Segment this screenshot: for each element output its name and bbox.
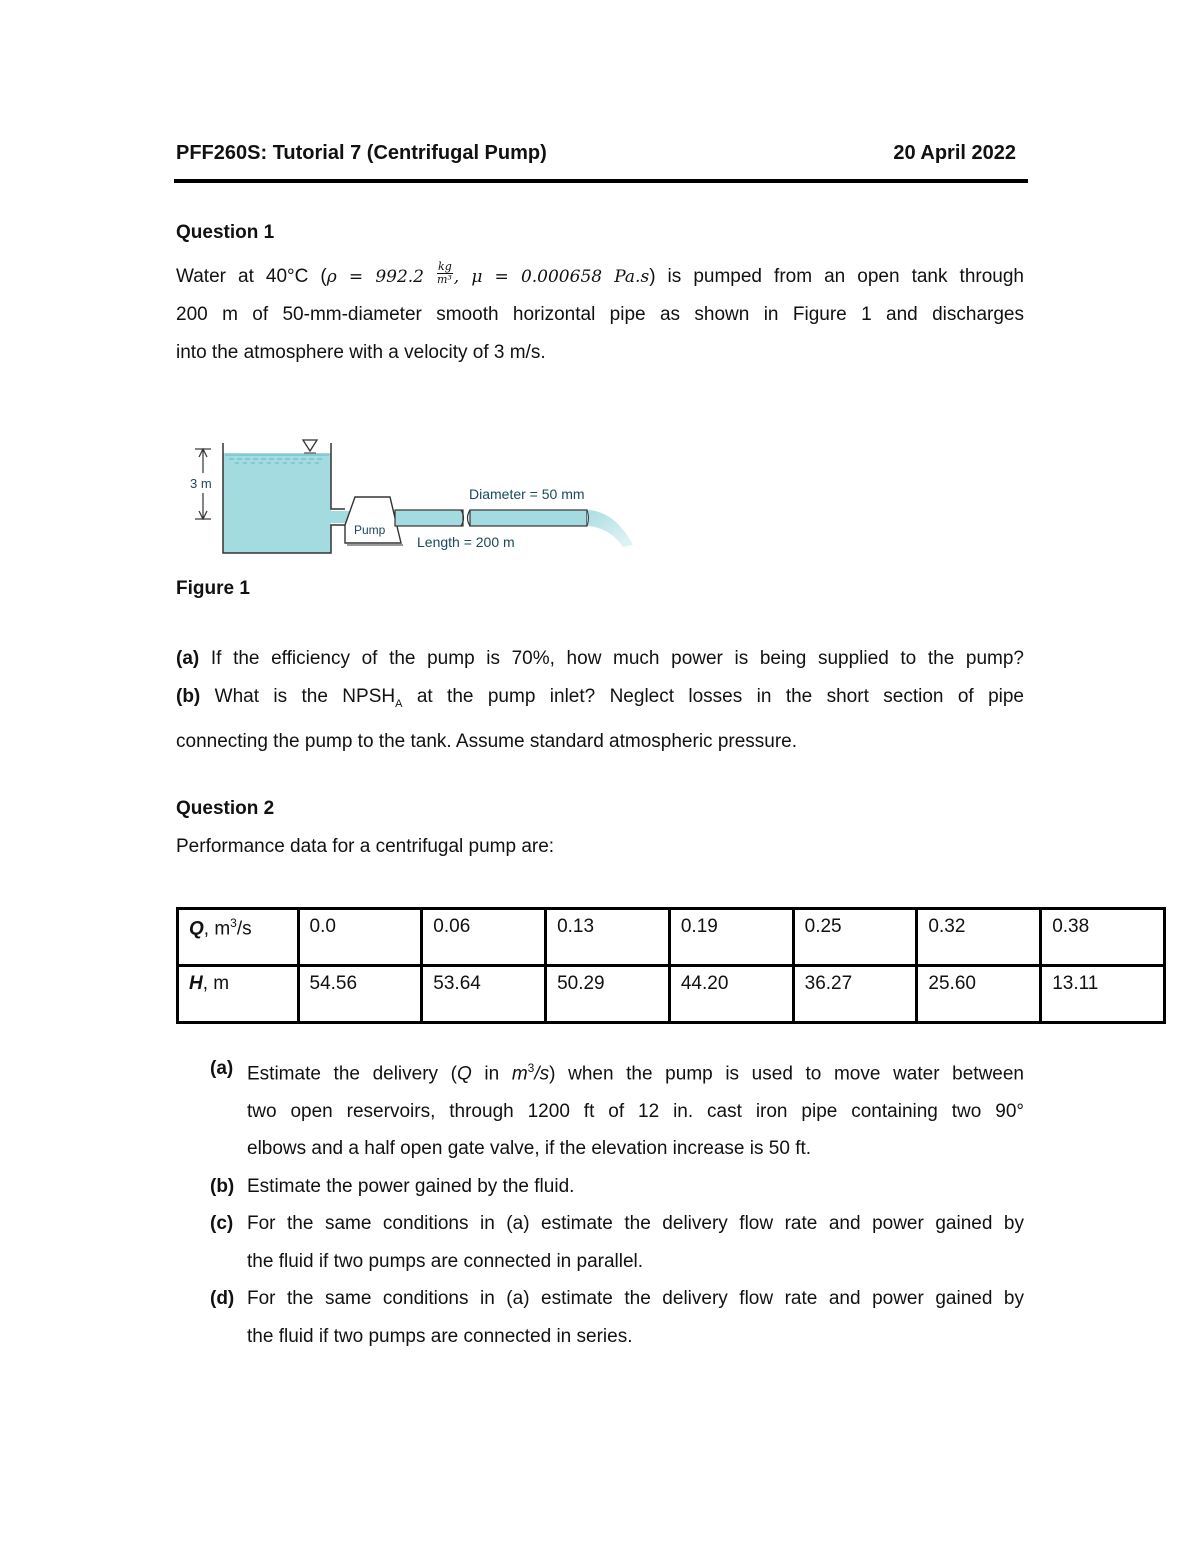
- table-row-h: [178, 966, 1165, 1023]
- pump-label: Pump: [354, 523, 386, 537]
- question-2-parts: [210, 1050, 1024, 1355]
- table-cell: 0.32: [917, 909, 1041, 966]
- tank-water: [223, 453, 331, 553]
- table-cell: 25.60: [917, 966, 1041, 1023]
- document-title: PFF260S: Tutorial 7 (Centrifugal Pump): [176, 142, 547, 164]
- q1-line-3: into the atmosphere with a velocity of 3 m/s.: [176, 342, 546, 363]
- table-cell: 0.13: [546, 909, 670, 966]
- table-cell: 44.20: [669, 966, 793, 1023]
- q2-part-b: (b) Estimate the power gained by the fluid.: [210, 1175, 575, 1197]
- free-surface-symbol: [303, 440, 317, 451]
- table-cell: 54.56: [298, 966, 422, 1023]
- table-cell: 50.29: [546, 966, 670, 1023]
- discharge-pipe-2: [470, 510, 587, 526]
- table-cell: 0.25: [793, 909, 917, 966]
- q2-part-c: (c) For the same conditions in (a) estimate the delivery flow rate and power gained by the fluid if two pumps are connected in parallel.: [210, 1213, 1024, 1272]
- table-row-q: [178, 909, 1165, 966]
- table-cell: 0.19: [669, 909, 793, 966]
- question-2-intro: Performance data for a centrifugal pump are:: [176, 836, 555, 857]
- question-1-parts: [176, 640, 1024, 761]
- figure-caption: Figure 1: [176, 578, 250, 599]
- question-1-text: [176, 258, 1024, 372]
- q1-part-a: (a) If the efficiency of the pump is 70%, how much power is being supplied to the pump?: [176, 648, 1024, 669]
- row-header-h: H, m: [178, 966, 299, 1023]
- q1-line-1: Water at 40°C (ρ = 992.2 $\frac{kg}{\text{m³}}$ , μ = 0.000658 Pa.s) is pumped from an open tank through: [176, 260, 1024, 287]
- table-cell: 53.64: [422, 966, 546, 1023]
- discharge-jet: [587, 510, 633, 547]
- q1-line-2: 200 m of 50-mm-diameter smooth horizontal pipe as shown in Figure 1 and discharges: [176, 304, 1024, 325]
- row-header-q: Q, $m^3/s$: [178, 909, 299, 966]
- density-unit-fraction: $\frac{kg}{\text{m³}}$: [437, 260, 452, 287]
- table-cell: 0.06: [422, 909, 546, 966]
- q1-part-b: (b) What is the $NPSH_A$ at the pump inlet? Neglect losses in the short section of pipe: [176, 686, 1024, 710]
- length-label: Length = 200 m: [417, 534, 515, 550]
- table-cell: 0.38: [1041, 909, 1165, 966]
- header-rule: [174, 179, 1028, 183]
- discharge-pipe-1: [395, 510, 463, 526]
- q2-part-a: (a) Estimate the delivery (Q in $m^3/s$) when the pump is used to move water between two open reservoirs, through 1200 ft of 12 in. cast iron pipe containing two 90° elbows and a half open gate valve, if the elevation increase is 50 ft.: [210, 1058, 1024, 1160]
- table-cell: 36.27: [793, 966, 917, 1023]
- q1-part-b-continued: connecting the pump to the tank. Assume standard atmospheric pressure.: [176, 730, 798, 752]
- diameter-label: Diameter = 50 mm: [469, 486, 585, 502]
- height-label: 3 m: [190, 476, 212, 491]
- question-1-heading: Question 1: [176, 222, 275, 243]
- table-cell: 0.0: [298, 909, 422, 966]
- document-date: 20 April 2022: [893, 142, 1016, 164]
- performance-table: [176, 907, 1166, 1024]
- q2-part-d: (d) For the same conditions in (a) estimate the delivery flow rate and power gained by the fluid if two pumps are connected in series.: [210, 1288, 1024, 1347]
- table-cell: 13.11: [1041, 966, 1165, 1023]
- pump-system-diagram: [185, 435, 645, 560]
- question-2-heading: Question 2: [176, 798, 275, 819]
